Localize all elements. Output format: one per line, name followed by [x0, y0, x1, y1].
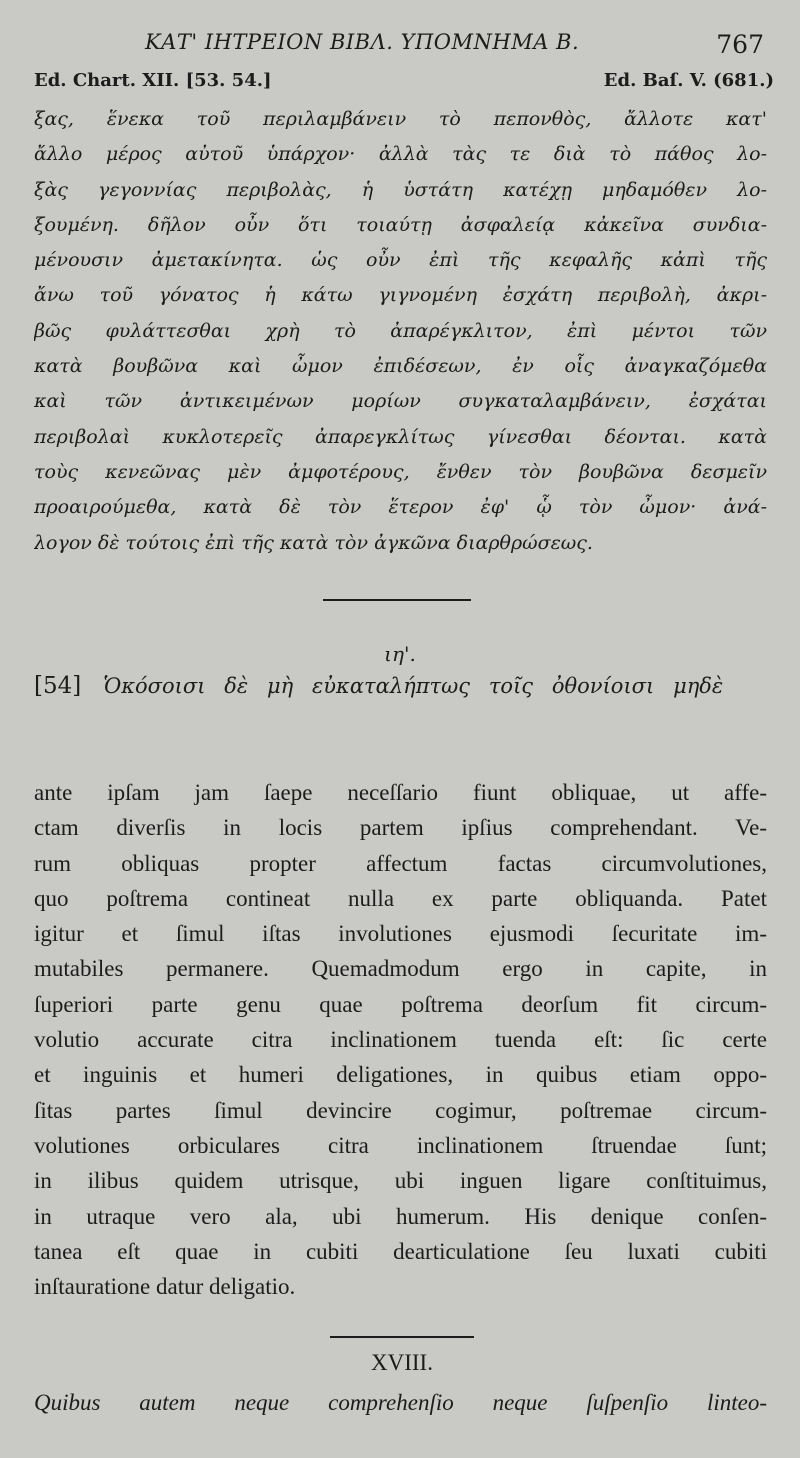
latin-line: quo poſtrema contineat nulla ex parte obliquanda. Patet: [34, 885, 767, 911]
latin-line: rum obliquas propter affectum factas circumvolutiones,: [34, 850, 767, 876]
latin-line: tanea eſt quae in cubiti dearticulatione ſeu luxati cubiti: [34, 1238, 767, 1264]
greek-line: βῶς φυλάττεσθαι χρὴ τὸ ἀπαρέγκλιτον, ἐπὶ μέντοι τῶν: [34, 319, 767, 342]
latin-line: ante ipſam jam ſaepe neceſſario fiunt obliquae, ut affe-: [34, 780, 767, 805]
latin-line: et inguinis et humeri deligationes, in quibus etiam oppo-: [34, 1062, 767, 1088]
latin-line: volutiones orbiculares citra inclinationem ſtruendae ſunt;: [34, 1132, 767, 1158]
greek-line: ξας, ἕνεκα τοῦ περιλαμβάνειν τὸ πεπονθὸς, ἄλλοτε κατ': [34, 108, 767, 130]
latin-line: inſtauratione datur deligatio.: [34, 1274, 296, 1300]
running-head: ΚΑΤ' ΙΗΤΡΕΙΟΝ ΒΙΒΛ. ΥΠΟΜΝΗΜΑ Β.: [145, 30, 580, 54]
page-marker: [54]: [34, 673, 82, 699]
latin-line: in utraque vero ala, ubi humerum. His denique conſen-: [34, 1203, 767, 1229]
greek-line: κατὰ βουβῶνα καὶ ὦμον ἐπιδέσεων, ἐν οἷς ἀναγκαζόμεθα: [34, 355, 767, 378]
greek-line: ξουμένη. δῆλον οὖν ὅτι τοιαύτῃ ἀσφαλείᾳ κἀκεῖνα συνδια-: [34, 213, 767, 236]
latin-line: mutabiles permanere. Quemadmodum ergo in capite, in: [34, 956, 767, 982]
latin-line: volutio accurate citra inclinationem tuenda eſt: ſic certe: [34, 1027, 767, 1053]
edition-reference-right: Ed. Baſ. V. (681.): [603, 70, 774, 91]
greek-section-opening: [34, 673, 767, 699]
greek-paragraph: [34, 102, 767, 561]
section-divider: [330, 1336, 474, 1338]
greek-line: προαιρούμεθα, κατὰ δὲ τὸν ἕτερον ἐφ' ᾧ τὸν ὦμον· ἀνά-: [34, 496, 767, 519]
edition-reference-left: Ed. Chart. XII. [53. 54.]: [34, 70, 272, 91]
greek-line: ξὰς γεγοννίας περιβολὰς, ἡ ὑστάτη κατέχῃ μηδαμόθεν λο-: [34, 178, 767, 201]
section-divider: [323, 599, 471, 601]
page-number: 767: [716, 30, 764, 59]
greek-line: περιβολαὶ κυκλοτερεῖς ἀπαρεγκλίτως γίνεσθαι δέονται. κατὰ: [34, 425, 767, 448]
greek-line: καὶ τῶν ἀντικειμένων μορίων συγκαταλαμβάνειν, ἐσχάται: [34, 390, 767, 413]
greek-section-text: Ὁκόσοισι δὲ μὴ εὐκαταλήπτως τοῖς ὀθονίοισι μηδὲ: [103, 674, 724, 698]
latin-line: igitur et ſimul iſtas involutiones ejusmodi ſecuritate im-: [34, 921, 767, 947]
greek-line: τοὺς κενεῶνας μὲν ἀμφοτέρους, ἔνθεν τὸν βουβῶνα δεσμεῖν: [34, 460, 767, 483]
latin-line: ſitas partes ſimul devincire cogimur, poſtremae circum-: [34, 1097, 767, 1123]
greek-line: ἄνω τοῦ γόνατος ἡ κάτω γιγνομένη ἐσχάτη περιβολὴ, ἀκρι-: [34, 284, 767, 307]
latin-section-numeral: XVIII.: [371, 1350, 433, 1375]
latin-line: ſuperiori parte genu quae poſtrema deorſum fit circum-: [34, 991, 767, 1017]
greek-line: ἄλλο μέρος αὐτοῦ ὑπάρχον· ἀλλὰ τὰς τε διὰ τὸ πάθος λο-: [34, 143, 767, 166]
latin-section-text: Quibus autem neque comprehenſio neque ſuſpenſio linteo-: [34, 1390, 767, 1415]
latin-line: in ilibus quidem utrisque, ubi inguen ligare conſtituimus,: [34, 1168, 767, 1194]
greek-line: λογον δὲ τούτοις ἐπὶ τῆς κατὰ τὸν ἀγκῶνα διαρθρώσεως.: [34, 531, 593, 554]
latin-line: ctam diverſis in locis partem ipſius comprehendant. Ve-: [34, 815, 767, 841]
latin-paragraph: [34, 775, 767, 1304]
greek-section-numeral: ιη'.: [384, 642, 416, 666]
greek-line: μένουσιν ἀμετακίνητα. ὡς οὖν ἐπὶ τῆς κεφαλῆς κἀπὶ τῆς: [34, 249, 767, 272]
